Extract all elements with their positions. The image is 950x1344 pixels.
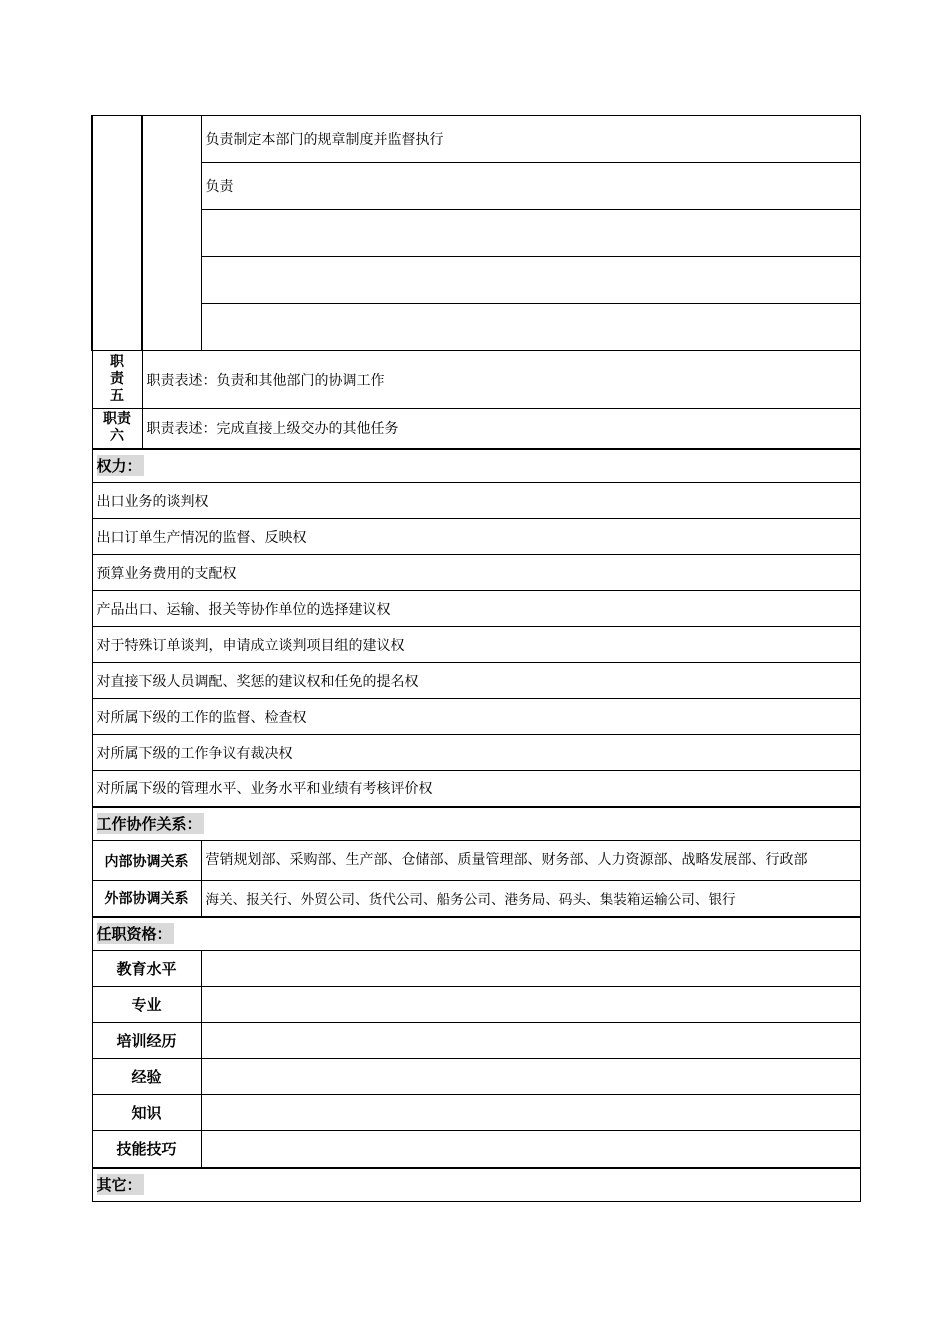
other-header-row: [92, 1168, 860, 1202]
power-item: 对所属下级的管理水平、业务水平和业绩有考核评价权: [92, 771, 860, 807]
duty6-label-line: 六: [110, 428, 124, 445]
power-row: [92, 627, 860, 663]
other-header: [92, 1168, 860, 1202]
duty-row: [92, 210, 860, 257]
power-row: [92, 519, 860, 555]
duty-row: [92, 163, 860, 210]
duty-item: [201, 210, 860, 257]
qualification-value: [201, 951, 860, 987]
duty-item: 负责: [201, 163, 860, 210]
qualification-row: [92, 1095, 860, 1131]
powers-header: [92, 449, 860, 483]
qualification-value: [201, 987, 860, 1023]
power-row: [92, 771, 860, 807]
duty-label-cell: [92, 116, 142, 351]
qualification-row: [92, 1023, 860, 1059]
power-row: [92, 699, 860, 735]
power-row: [92, 483, 860, 519]
powers-title: 权力：: [96, 457, 142, 476]
duty6-label: [92, 409, 142, 449]
power-item: 对所属下级的工作争议有裁决权: [92, 735, 860, 771]
duty6-row: [92, 409, 860, 449]
power-item: 产品出口、运输、报关等协作单位的选择建议权: [92, 591, 860, 627]
duty-item: [201, 257, 860, 304]
power-item: 对于特殊订单谈判，申请成立谈判项目组的建议权: [92, 627, 860, 663]
duty6-label-line: 职责: [103, 411, 131, 428]
relations-header: [92, 807, 860, 841]
duty-row: [92, 257, 860, 304]
power-row: [92, 591, 860, 627]
qualification-label: 专业: [92, 987, 201, 1023]
qualification-value: [201, 1131, 860, 1168]
job-description-table: [91, 115, 861, 1202]
qualification-row: [92, 987, 860, 1023]
qualifications-title: 任职资格：: [96, 925, 172, 944]
duty5-row: [92, 351, 860, 409]
external-relations-row: [92, 881, 860, 917]
qualifications-header: [92, 917, 860, 951]
power-item: 预算业务费用的支配权: [92, 555, 860, 591]
qualification-label: 教育水平: [92, 951, 201, 987]
job-description-document: [91, 115, 859, 1202]
qualification-label: 经验: [92, 1059, 201, 1095]
qualifications-header-row: [92, 917, 860, 951]
duty5-label-line: 职: [110, 354, 124, 370]
power-item: 出口业务的谈判权: [92, 483, 860, 519]
external-relations-value: 海关、报关行、外贸公司、货代公司、船务公司、港务局、码头、集装箱运输公司、银行: [201, 881, 860, 917]
internal-relations-label: 内部协调关系: [92, 841, 201, 881]
qualification-row: [92, 1131, 860, 1168]
power-item: 对直接下级人员调配、奖惩的建议权和任免的提名权: [92, 663, 860, 699]
power-item: 出口订单生产情况的监督、反映权: [92, 519, 860, 555]
relations-title: 工作协作关系：: [96, 815, 202, 834]
duty5-label-line: 责: [110, 371, 124, 387]
qualification-value: [201, 1095, 860, 1131]
power-row: [92, 663, 860, 699]
duty-row: [92, 304, 860, 351]
qualification-value: [201, 1023, 860, 1059]
duty6-text: 职责表述：完成直接上级交办的其他任务: [142, 409, 860, 449]
qualification-row: [92, 951, 860, 987]
other-title: 其它：: [96, 1176, 142, 1195]
duty5-label-line: 五: [110, 388, 124, 404]
qualification-label: 培训经历: [92, 1023, 201, 1059]
internal-relations-row: [92, 841, 860, 881]
internal-relations-value: 营销规划部、采购部、生产部、仓储部、质量管理部、财务部、人力资源部、战略发展部、行政部: [201, 841, 860, 881]
qualification-label: 知识: [92, 1095, 201, 1131]
power-row: [92, 735, 860, 771]
external-relations-label: 外部协调关系: [92, 881, 201, 917]
qualification-label: 技能技巧: [92, 1131, 201, 1168]
qualification-value: [201, 1059, 860, 1095]
duty-sub-cell: [142, 116, 201, 351]
duty5-text: 职责表述：负责和其他部门的协调工作: [142, 351, 860, 409]
qualification-row: [92, 1059, 860, 1095]
duty-item: 负责制定本部门的规章制度并监督执行: [201, 116, 860, 163]
duty-row: [92, 116, 860, 163]
duty-item: [201, 304, 860, 351]
power-item: 对所属下级的工作的监督、检查权: [92, 699, 860, 735]
power-row: [92, 555, 860, 591]
powers-header-row: [92, 449, 860, 483]
relations-header-row: [92, 807, 860, 841]
duty5-label: [92, 351, 142, 409]
